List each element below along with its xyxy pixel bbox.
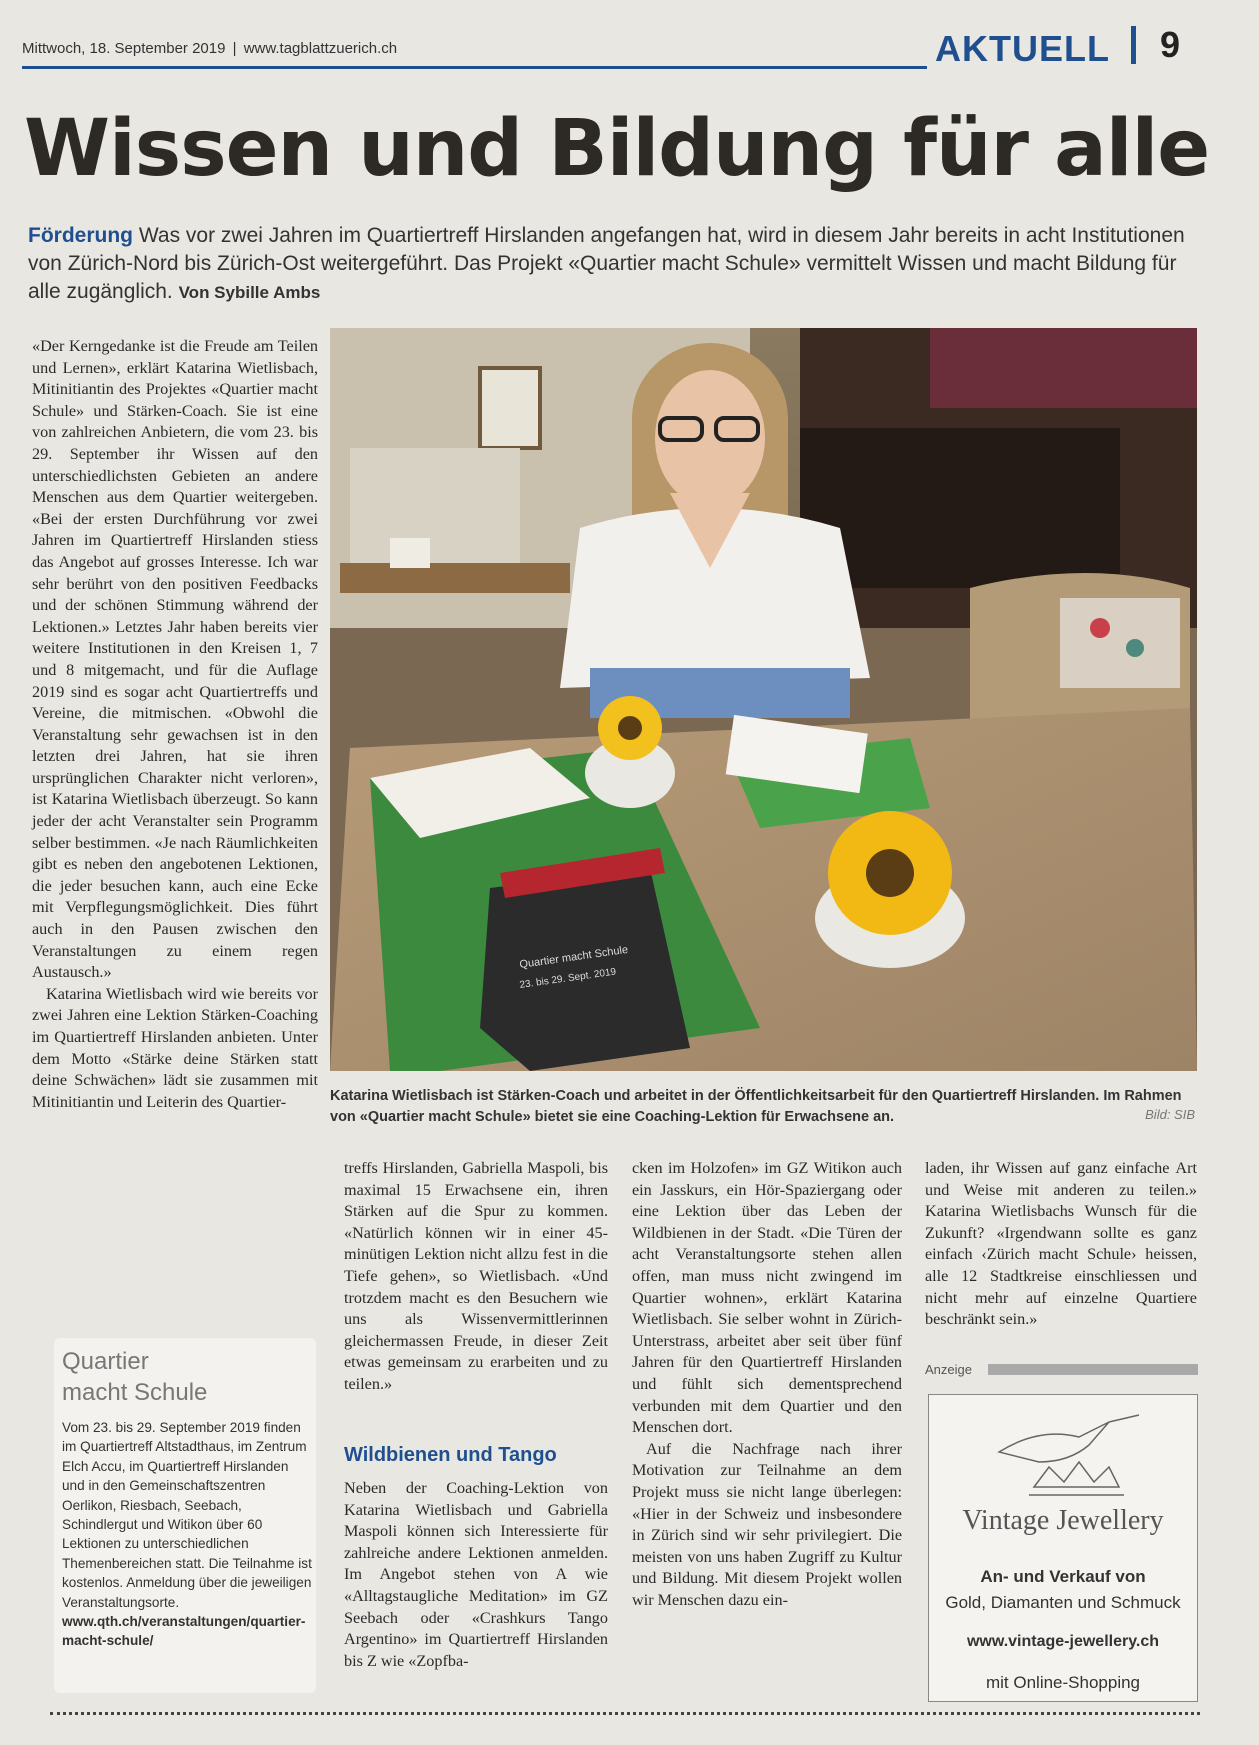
info-box-text: Vom 23. bis 29. September 2019 finden im Quartiertreff Altstadthaus, im Zentrum Elch Accu, im Quartiertreff Hirslanden und in den Gemeinschaftszentren Oerlikon, Riesbach, Seebach, Schindlergut und Witikon über 60 Lektionen zu unterschiedlichen Themenbereichen statt. Die Teilnahme ist kostenlos. Anmeldung über die jeweiligen Veranstaltungsorte. — [62, 1420, 312, 1610]
page-bottom-rule — [50, 1712, 1200, 1715]
lead-text: Was vor zwei Jahren im Quartiertreff Hirslanden angefangen hat, wird in diesem Jahr bereits in acht Institutionen von Zürich-Nord bis Zürich-Ost weitergeführt. Das Projekt «Quartier macht Schule» vermittelt Wissen und macht Bildung für alle zugänglich. — [28, 224, 1185, 303]
paragraph: Katarina Wietlisbach wird wie bereits vor zwei Jahren eine Lektion Stärken-Coaching im Quartiertreff Hirslanden anbieten. Unter dem Motto «Stärke deine Stärken statt deine Schwächen» lädt sie zusammen mit Mitinitiantin und Leiterin des Quartier- — [32, 984, 318, 1111]
info-box-title — [62, 1346, 207, 1408]
issue-date: Mittwoch, 18. September 2019 — [22, 40, 226, 57]
dateline-separator: | — [232, 40, 237, 57]
section-divider — [1131, 26, 1136, 64]
header-rule — [22, 66, 927, 69]
photo-illustration — [330, 328, 1197, 1071]
paragraph: laden, ihr Wissen auf ganz einfache Art und Weise mit anderen zu teilen.» Katarina Wietlisbachs Wunsch für die Zukunft? «Irgendwann sollte es ganz einfach ‹Zürich macht Schule› heissen, alle 12 Stadtkreise einschliessen und nicht mehr auf einzelne Quartiere beschränkt sein.» — [925, 1159, 1197, 1329]
byline: Von Sybille Ambs — [178, 283, 321, 302]
ad-website[interactable]: www.vintage-jewellery.ch — [966, 1633, 1160, 1650]
photo-caption: Katarina Wietlisbach ist Stärken-Coach und arbeitet in der Öffentlichkeitsarbeit für den Quartiertreff Hirslanden. Im Rahmen von «Quartier macht Schule» bietet sie eine Coaching-Lektion für Erwachsene an. — [330, 1088, 1182, 1125]
page-number: 9 — [1160, 24, 1181, 65]
paragraph: treffs Hirslanden, Gabriella Maspoli, bis maximal 15 Erwachsene ein, ihren Stärken auf die Spur zu kommen. «Natürlich können wir in einer 45-minütigen Lektion nicht allzu fest in die Tiefe gehen», so Wietlisbach. «Und trotzdem macht es den Besuchern wie uns als Wissenvermittlerinnen gleichermassen Freude, in dieser Zeit etwas gemeinsam zu erarbeiten und zu teilen.» — [344, 1159, 608, 1393]
kicker: Förderung — [28, 224, 133, 247]
info-box-url[interactable]: www.qth.ch/veranstaltungen/quartier-macht-schule/ — [62, 1614, 306, 1649]
subheading: Wildbienen und Tango — [344, 1444, 557, 1466]
info-box-title-line1: Quartier — [62, 1348, 149, 1375]
info-box — [54, 1338, 316, 1693]
brochure-title: Quartier macht Schule — [518, 943, 629, 971]
article-column-2b — [344, 1478, 608, 1672]
hummingbird-crown-icon — [979, 1407, 1149, 1502]
article-column-2 — [344, 1158, 608, 1396]
ad-line-2: Gold, Diamanten und Schmuck — [945, 1593, 1181, 1612]
article-column-3 — [632, 1158, 902, 1611]
article-column-4 — [925, 1158, 1197, 1331]
article-photo — [330, 328, 1197, 1071]
info-box-title-line2: macht Schule — [62, 1379, 208, 1406]
headline: Wissen und Bildung für alle — [24, 104, 1210, 194]
brochure-dates: 23. bis 29. Sept. 2019 — [518, 966, 617, 991]
article-lead — [28, 222, 1188, 307]
paragraph: Neben der Coaching-Lektion von Katarina Wietlisbach und Gabriella Maspoli können sich Interessierte für zahlreiche andere Lektionen anmelden. Im Angebot stehen von A wie «Alltagstaugliche Meditation» im GZ Seebach oder «Crashkurs Tango Argentino» im Quartiertreff Hirslanden bis Z wie «Zopfba- — [344, 1479, 608, 1670]
paragraph: «Der Kerngedanke ist die Freude am Teilen und Lernen», erklärt Katarina Wietlisbach, Mitinitiantin des Projektes «Quartier macht Schule» und Stärken-Coach. Sie ist eine von zahlreichen Anbietern, die vom 23. bis 29. September ihr Wissen auf den unterschiedlichsten Gebieten an andere Menschen aus dem Quartier weitergeben. «Bei der ersten Durchführung vor zwei Jahren im Quartiertreff Hirslanden stiess das Angebot auf grosses Interesse. Ich war sehr berührt von den positiven Feedbacks und der schönen Stimmung während der Lektionen.» Letztes Jahr haben bereits vier weitere Institutionen in den Kreisen 1, 7 und 8 mitgemacht, und für die Auflage 2019 sind es sogar acht Quartiertreffs und Vereine, die mitmischen. «Obwohl die Veranstaltung sehr gewachsen ist in den letzten drei Jahren, hat sie ihren ursprünglichen Charakter nicht verloren», ist Katarina Wietlisbach überzeugt. So kann jeder der acht Veranstalter sein Programm selber bestimmen. «Je nach Räumlichkeiten gibt es neben den angebotenen Lektionen, die jeder besuchen kann, auch eine Ecke mit Verpflegungsmöglichkeit. Dies führt auch in den Pausen zwischen den Veranstaltungen zu einem regen Austausch.» — [32, 337, 318, 982]
paragraph: cken im Holzofen» im GZ Witikon auch ein Jasskurs, ein Hör-Spaziergang oder eine Lektion über das Leben der Wildbienen in der Stadt. «Die Türen der acht Veranstaltungsorte stehen allen offen, man muss nicht zwingend im Quartier wohnen», erklärt Katarina Wietlisbach. Sie selber wohnt in Zürich-Unterstrass, arbeitet aber seit über fünf Jahren für den Quartiertreff Hirslanden und fühlt sich dementsprechend verbunden mit dem Quartier und den Menschen dort. — [632, 1159, 902, 1437]
advertisement[interactable] — [928, 1394, 1198, 1702]
header-dateline — [22, 40, 397, 57]
info-box-body — [62, 1418, 312, 1651]
paragraph: Auf die Nachfrage nach ihrer Motivation zur Teilnahme an dem Projekt muss sie nicht lange überlegen: «Hier in der Schweiz und insbesondere in Zürich sind wir sehr privilegiert. Die meisten von uns haben Zugriff zu Kultur und Bildung. Mit diesem Projekt wollen wir Menschen dazu ein- — [632, 1439, 902, 1609]
article-column-1 — [32, 336, 318, 1113]
ad-label: Anzeige — [925, 1362, 972, 1377]
ad-label-bar — [988, 1364, 1198, 1375]
ad-line-1: An- und Verkauf von — [980, 1567, 1146, 1586]
ad-brand: Vintage Jewellery — [962, 1505, 1164, 1536]
section-label: AKTUELL — [935, 28, 1110, 69]
website-link[interactable]: www.tagblattzuerich.ch — [243, 40, 398, 57]
ad-line-4: mit Online-Shopping — [985, 1673, 1141, 1692]
photo-credit: Bild: SIB — [1145, 1107, 1195, 1122]
